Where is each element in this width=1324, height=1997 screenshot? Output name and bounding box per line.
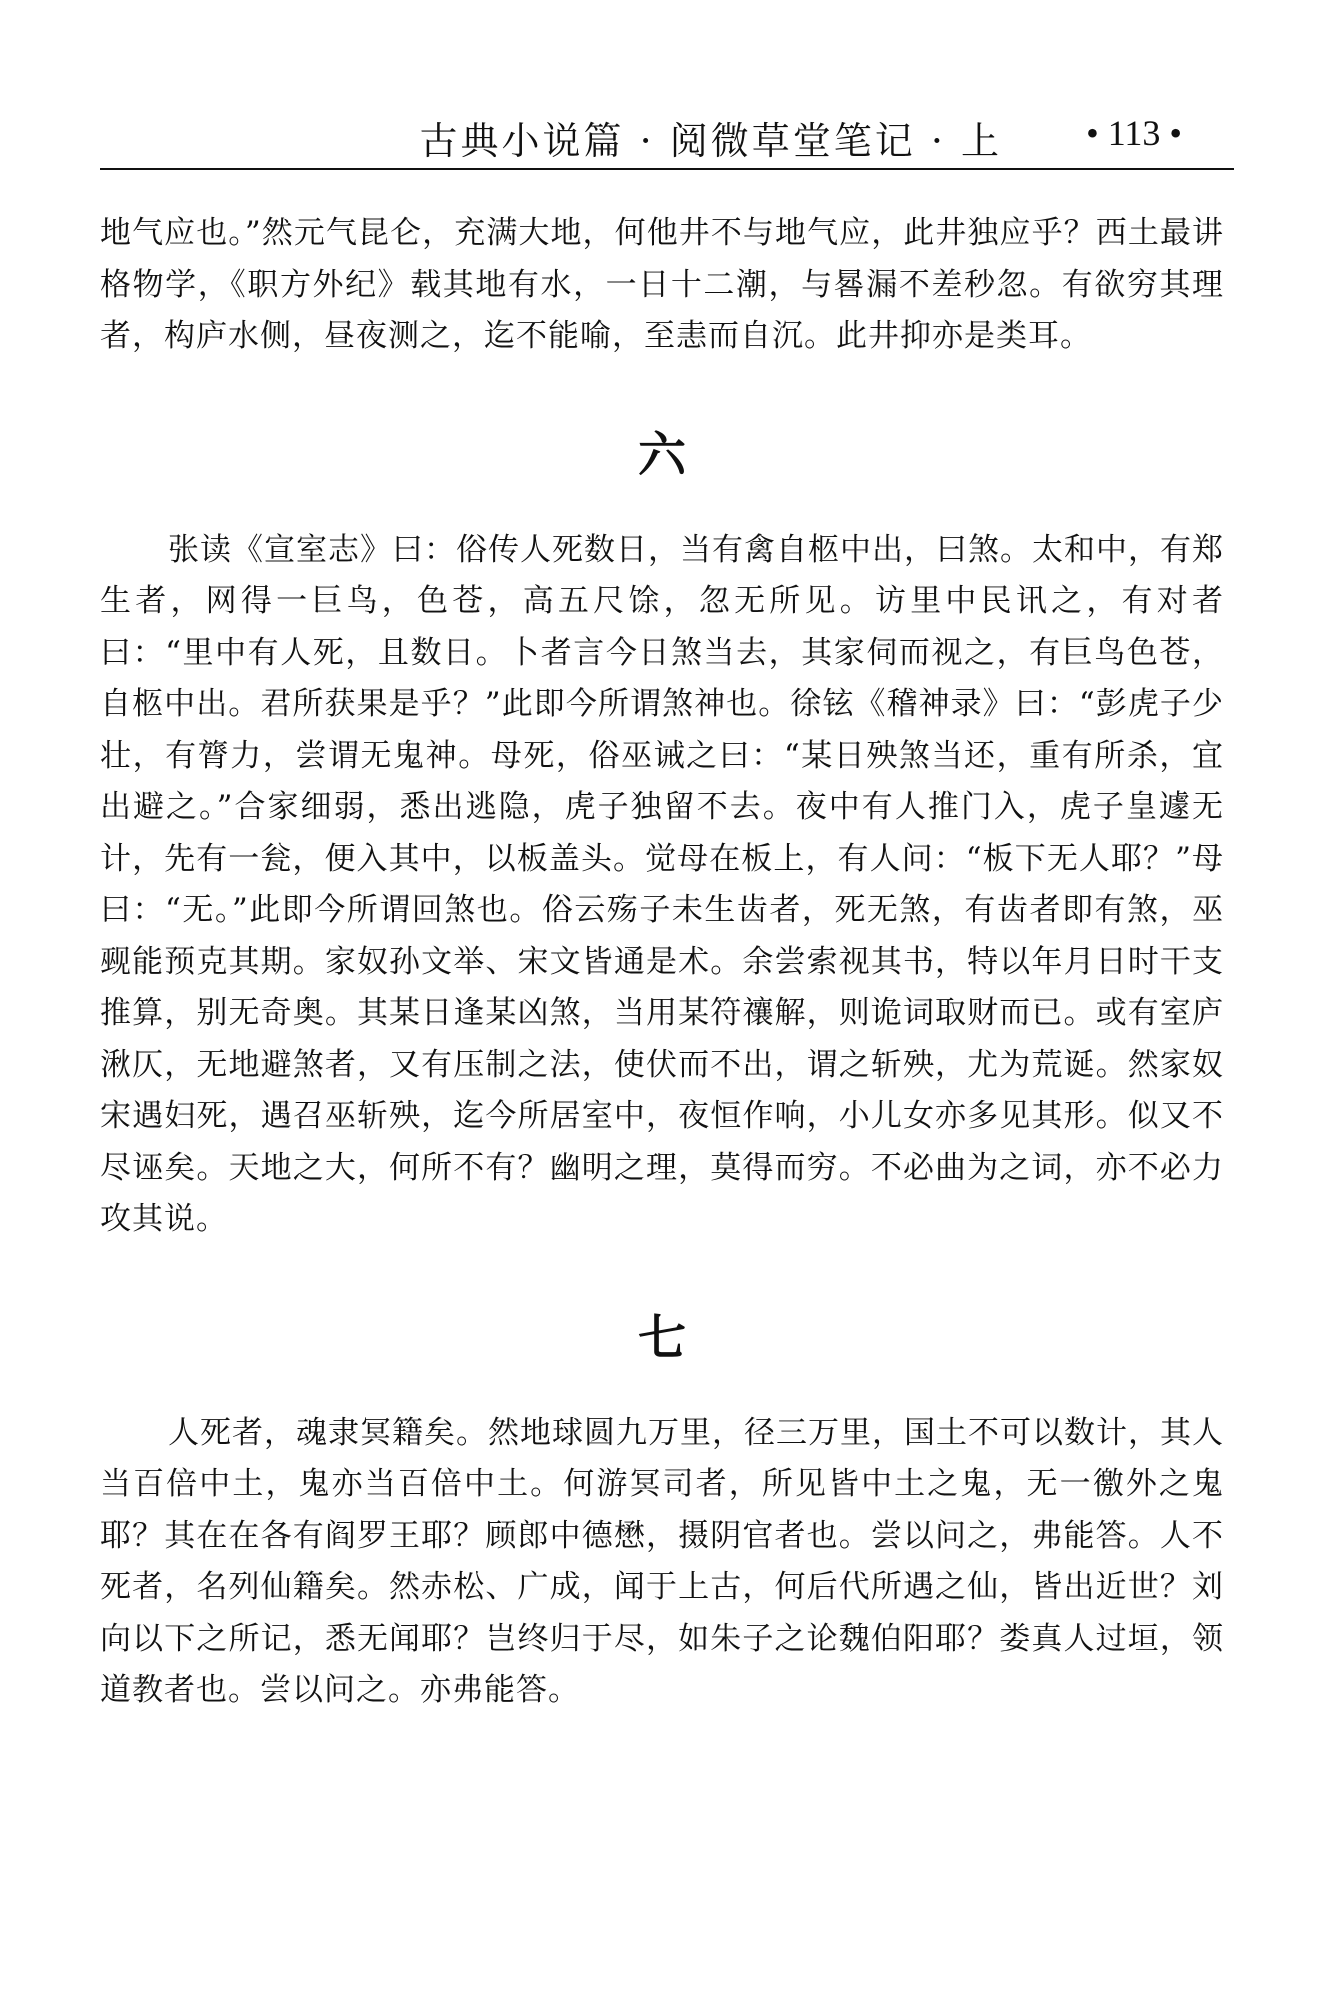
- section-six-paragraph: 张读《宣室志》曰：俗传人死数日，当有禽自柩中出，曰煞。太和中，有郑生者，网得一巨鸟，色苍，高五尺馀，忽无所见。访里中民讯之，有对者曰：“里中有人死，且数日。卜者言今日煞当去，其家伺而视之，有巨鸟色苍，自柩中出。君所获果是乎？”此即今所谓煞神也。徐铉《稽神录》曰：“彭虎子少壮，有膂力，尝谓无鬼神。母死，俗巫诫之曰：“某日殃煞当还，重有所杀，宜出避之。”合家细弱，悉出逃隐，虎子独留不去。夜中有人推门入，虎子皇遽无计，先有一瓮，便入其中，以板盖头。觉母在板上，有人问：“板下无人耶？”母曰：“无。”此即今所谓回煞也。俗云殇子未生齿者，死无煞，有齿者即有煞，巫觋能预克其期。家奴孙文举、宋文皆通是术。余尝索视其书，特以年月日时干支推算，别无奇奥。其某日逢某凶煞，当用某符禳解，则诡词取财而已。或有室庐湫仄，无地避煞者，又有压制之法，使伏而不出，谓之斩殃，尤为荒诞。然家奴宋遇妇死，遇召巫斩殃，迄今所居室中，夜恒作响，小儿女亦多见其形。似又不尽诬矣。天地之大，何所不有？幽明之理，莫得而穷。不必曲为之词，亦不必力攻其说。: [100, 531, 1224, 1237]
- page-body: [100, 208, 1224, 1717]
- page-number: • 113 •: [1086, 113, 1182, 153]
- section-heading-seven: 七: [637, 1309, 686, 1366]
- intro-paragraph: 地气应也。”然元气昆仑，充满大地，何他井不与地气应，此井独应乎？西土最讲格物学，《职方外纪》载其地有水，一日十二潮，与晷漏不差秒忽。有欲穷其理者，构庐水侧，昼夜测之，迄不能喻，至恚而自沉。此井抑亦是类耳。: [100, 215, 1224, 354]
- section-seven-paragraph: 人死者，魂隶冥籍矣。然地球圆九万里，径三万里，国土不可以数计，其人当百倍中土，鬼亦当百倍中土。何游冥司者，所见皆中土之鬼，无一徼外之鬼耶？其在在各有阎罗王耶？顾郎中德懋，摄阴官者也。尝以问之，弗能答。人不死者，名列仙籍矣。然赤松、广成，闻于上古，何后代所遇之仙，皆出近世？刘向以下之所记，悉无闻耶？岂终归于尽，如朱子之论魏伯阳耶？娄真人过垣，领道教者也。尝以问之。亦弗能答。: [100, 1414, 1224, 1708]
- section-heading-six: 六: [637, 426, 686, 483]
- running-title: 古典小说篇 · 阅微草堂笔记 · 上: [419, 119, 1002, 163]
- page-header: [100, 108, 1234, 170]
